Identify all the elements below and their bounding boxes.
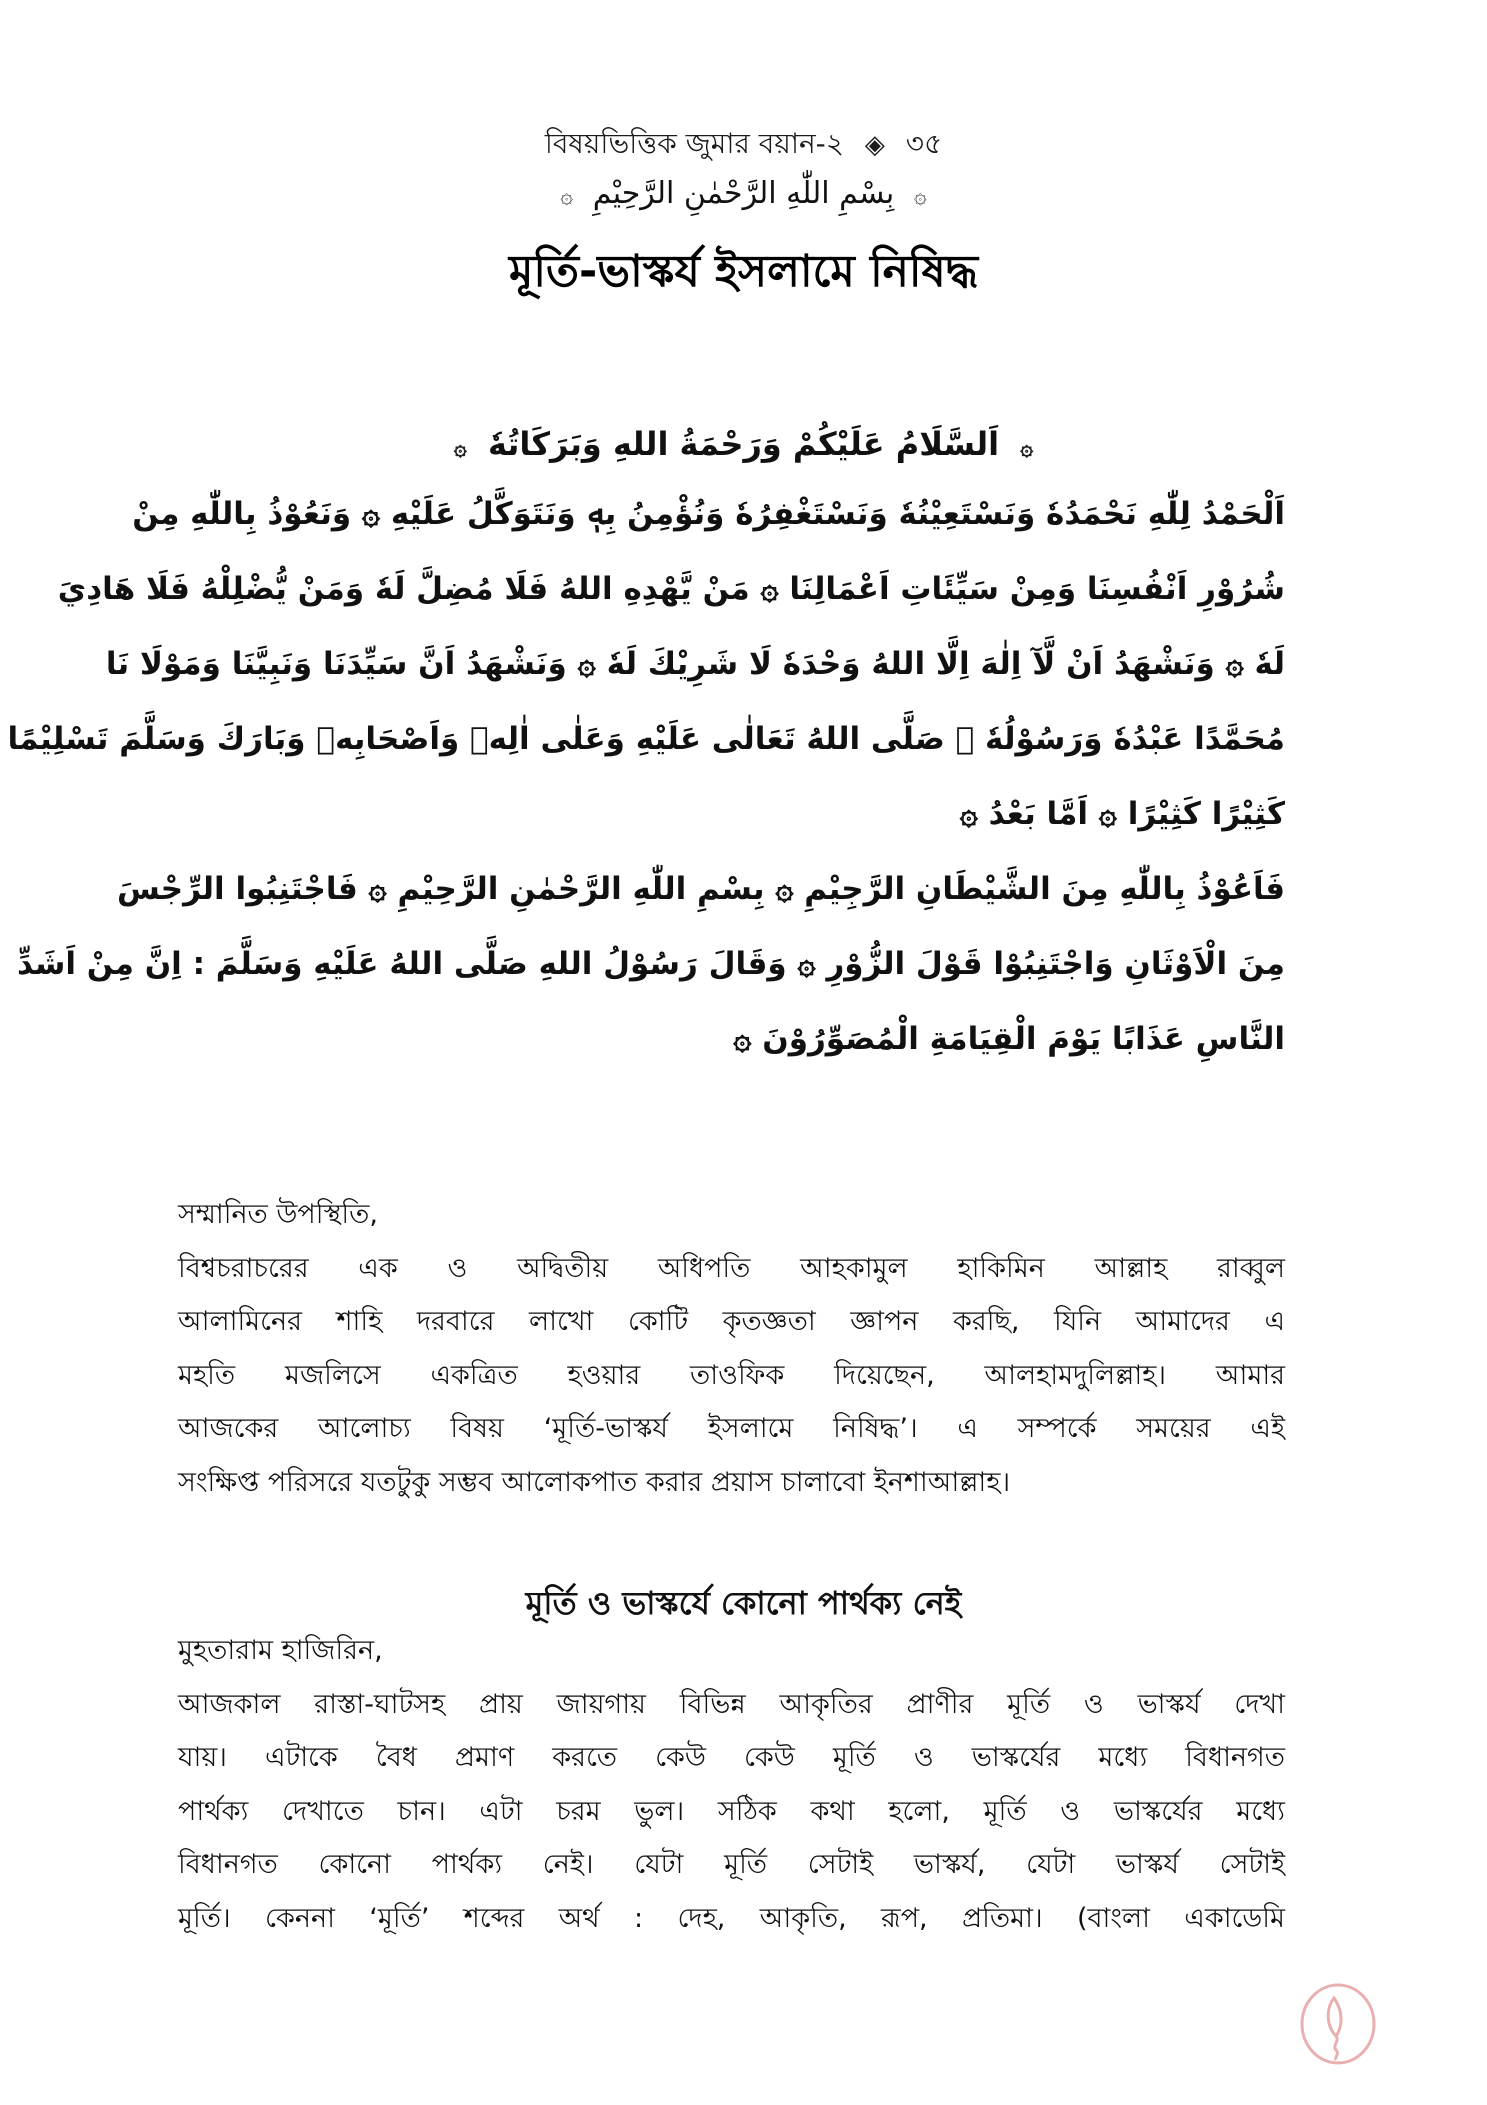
bismillah: [0, 176, 1487, 211]
bismillah-text: بِسْمِ اللّٰهِ الرَّحْمٰنِ الرَّحِيْمِ: [592, 176, 895, 211]
intro-paragraph: [178, 1195, 1285, 1516]
publisher-logo-icon: [1298, 1982, 1378, 2066]
running-header: [0, 122, 1487, 169]
arabic-line: لَهٗ ۞ وَنَشْهَدُ اَنْ لَّآ اِلٰهَ اِلَّا اللهُ وَحْدَهٗ لَا شَرِيْكَ لَهٗ ۞ وَنَشْهَدُ اَنَّ سَيِّدَنَا وَنَبِيَّنَا وَمَوْلَا نَا: [105, 646, 1285, 682]
arabic-line: مُحَمَّدًا عَبْدُهٗ وَرَسُوْلُهٗ ۞ صَلَّى اللهُ تَعَالٰى عَلَيْهِ وَعَلٰى اٰلِهٖ وَاَصْحَابِهٖ وَبَارَكَ وَسَلَّمَ تَسْلِيْمًا: [7, 721, 1285, 757]
salutation: মুহতারাম হাজিরিন,: [178, 1635, 383, 1666]
paragraph-line: আলামিনের শাহি দরবারে লাখো কোটি কৃতজ্ঞতা জ্ঞাপন করছি, যিনি আমাদের এ: [178, 1306, 1285, 1337]
arabic-quote-line: فَاَعُوْذُ بِاللّٰهِ مِنَ الشَّيْطَانِ الرَّجِيْمِ ۞ بِسْمِ اللّٰهِ الرَّحْمٰنِ الرَّحِيْمِ ۞ فَاجْتَنِبُوا الرِّجْسَ: [116, 871, 1285, 907]
running-title: বিষয়ভিত্তিক জুমার বয়ান-২: [544, 127, 844, 160]
paragraph-line: যায়। এটাকে বৈধ প্রমাণ করতে কেউ কেউ মূর্তি ও ভাস্কর্যের মধ্যে বিধানগত: [178, 1742, 1285, 1773]
section-heading: মূর্তি ও ভাস্কর্যে কোনো পার্থক্য নেই: [525, 1584, 962, 1622]
paragraph-line: মহতি মজলিসে একত্রিত হওয়ার তাওফিক দিয়েছেন, আলহামদুলিল্লাহ। আমার: [178, 1359, 1285, 1391]
paragraph-line: সংক্ষিপ্ত পরিসরে যতটুকু সম্ভব আলোকপাত করার প্রয়াস চালাবো ইনশাআল্লাহ।: [178, 1466, 1011, 1498]
arabic-line: اَلْحَمْدُ لِلّٰهِ نَحْمَدُهٗ وَنَسْتَعِيْنُهٗ وَنَسْتَغْفِرُهٗ وَنُؤْمِنُ بِهٖ وَنَتَوَكَّلُ عَلَيْهِ ۞ وَنَعُوْذُ بِاللّٰهِ مِنْ: [132, 496, 1285, 532]
paragraph-line: মূর্তি। কেননা ‘মূর্তি’ শব্দের অর্থ : দেহ, আকৃতি, রূপ, প্রতিমা। (বাংলা একাডেমি: [178, 1902, 1285, 1934]
salam-greeting: [0, 425, 1487, 463]
paragraph-line: আজকের আলোচ্য বিষয় ‘মূর্তি-ভাস্কর্য ইসলামে নিষিদ্ধ’। এ সম্পর্কে সময়ের এই: [178, 1413, 1285, 1444]
section-paragraph: [178, 1631, 1285, 1952]
diamond-separator-icon: ◈: [864, 130, 885, 160]
ornament-icon: ۞: [913, 184, 927, 209]
arabic-line: شُرُوْرِ اَنْفُسِنَا وَمِنْ سَيِّئَاتِ اَعْمَالِنَا ۞ مَنْ يَّهْدِهِ اللهُ فَلَا مُضِلَّ لَهٗ وَمَنْ يُّضْلِلْهُ فَلَا هَادِيَ: [57, 571, 1285, 607]
ornament-icon: ۞: [560, 184, 574, 209]
arabic-quote-line: النَّاسِ عَذَابًا يَوْمَ الْقِيَامَةِ الْمُصَوِّرُوْنَ ۞: [733, 1021, 1285, 1057]
paragraph-line: পার্থক্য দেখাতে চান। এটা চরম ভুল। সঠিক কথা হলো, মূর্তি ও ভাস্কর্যের মধ্যে: [178, 1795, 1285, 1827]
page-title: মূর্তি-ভাস্কর্য ইসলামে নিষিদ্ধ: [508, 246, 979, 297]
paragraph-line: বিধানগত কোনো পার্থক্য নেই। যেটা মূর্তি সেটাই ভাস্কর্য, যেটা ভাস্কর্য সেটাই: [178, 1849, 1285, 1880]
salutation: সম্মানিত উপস্থিতি,: [178, 1199, 378, 1230]
ornament-icon: ۞: [1020, 436, 1034, 461]
arabic-khutbah: [7, 490, 1285, 1090]
paragraph-line: আজকাল রাস্তা-ঘাটসহ প্রায় জায়গায় বিভিন্ন আকৃতির প্রাণীর মূর্তি ও ভাস্কর্য দেখা: [178, 1688, 1285, 1720]
arabic-quote-line: مِنَ الْاَوْثَانِ وَاجْتَنِبُوْا قَوْلَ الزُّوْرِ ۞ وَقَالَ رَسُوْلُ اللهِ صَلَّى اللهُ عَلَيْهِ وَسَلَّمَ : اِنَّ مِنْ اَشَدِّ: [17, 946, 1285, 982]
salam-text: اَلسَّلَامُ عَلَيْكُمْ وَرَحْمَةُ اللهِ وَبَرَكَاتُهٗ: [487, 425, 1000, 463]
paragraph-line: বিশ্বচরাচরের এক ও অদ্বিতীয় অধিপতি আহকামুল হাকিমিন আল্লাহ রাব্বুল: [178, 1252, 1285, 1284]
ornament-icon: ۞: [453, 436, 467, 461]
arabic-line: كَثِيْرًا كَثِيْرًا ۞ اَمَّا بَعْدُ ۞: [959, 796, 1285, 832]
page-number: ৩৫: [905, 127, 943, 160]
